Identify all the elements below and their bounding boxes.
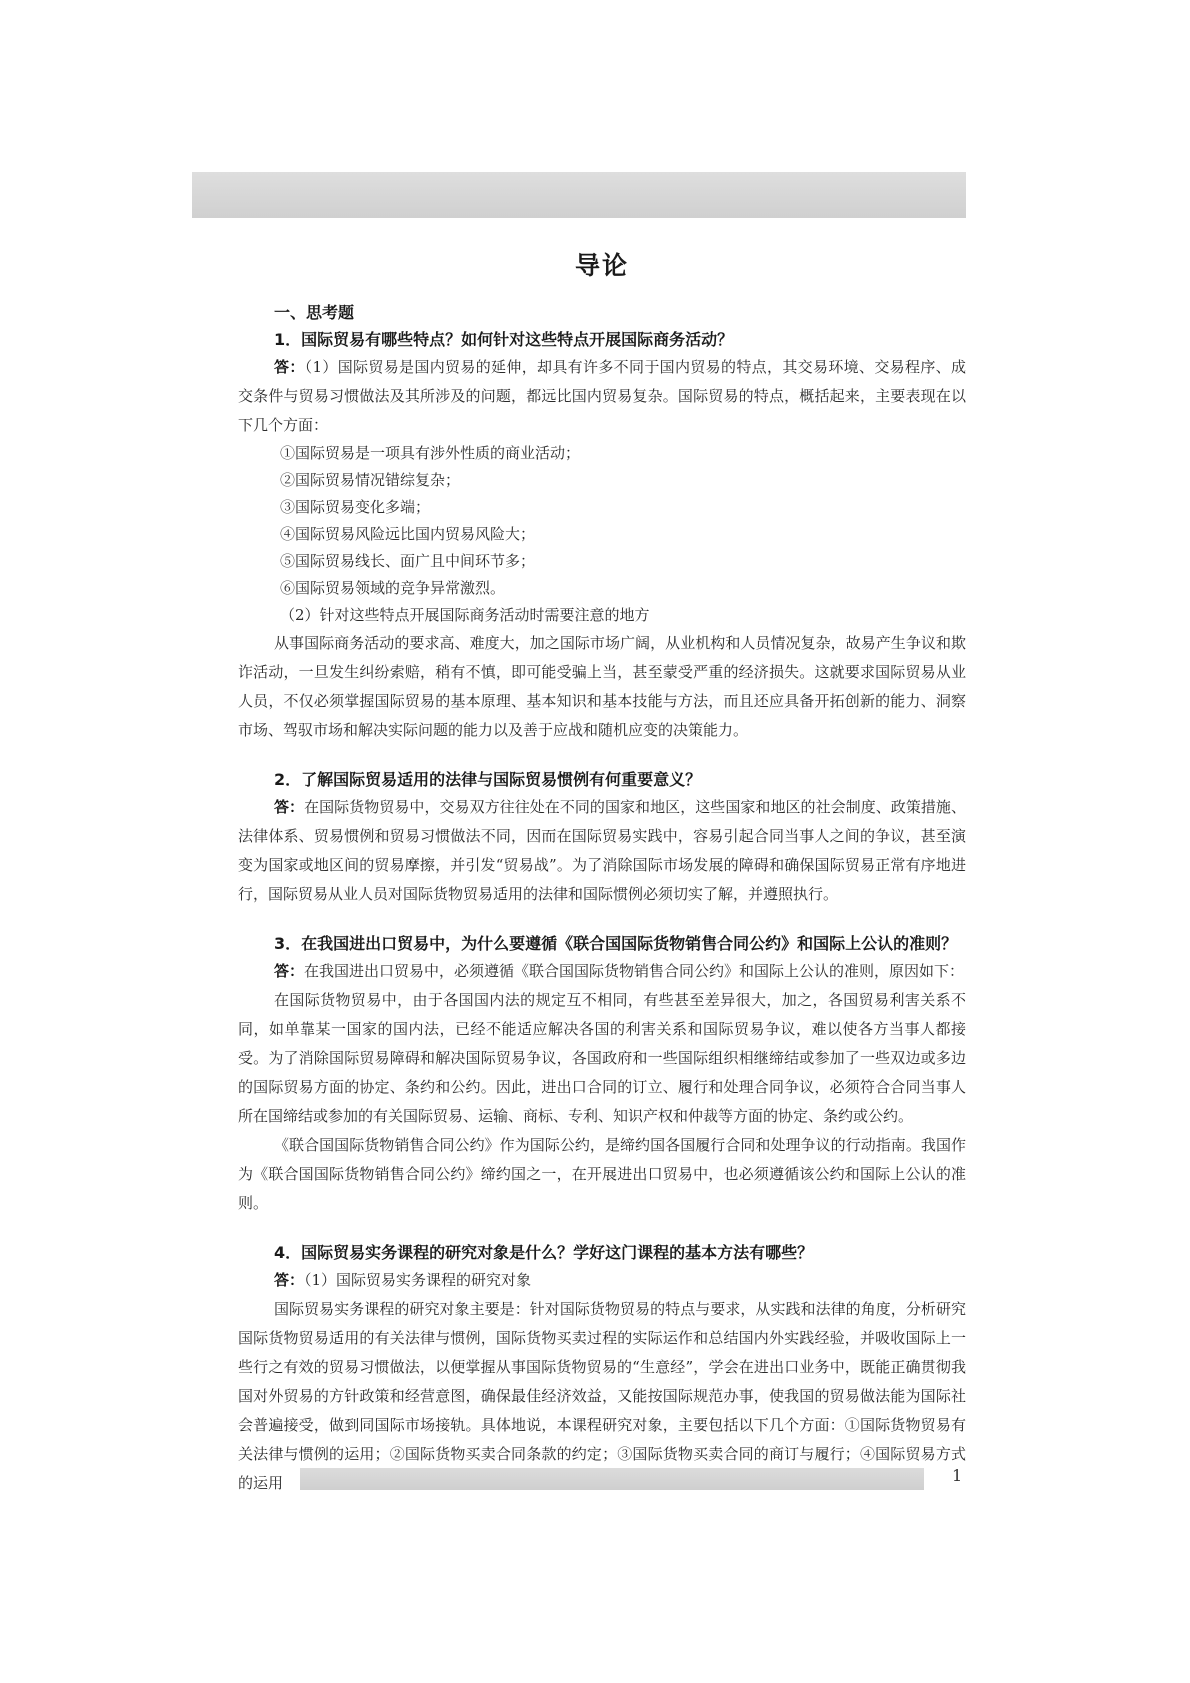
header-bar — [192, 172, 966, 218]
question-4: 4．国际贸易实务课程的研究对象是什么？学好这门课程的基本方法有哪些？ — [274, 1243, 814, 1262]
answer-2-text: 在国际货物贸易中，交易双方往往处在不同的国家和地区，这些国家和地区的社会制度、政策措施、法律体系、贸易惯例和贸易习惯做法不同，因而在国际贸易实践中，容易引起合同当事人之间的争议，甚至演变为国家或地区间的贸易摩擦，并引发“贸易战”。为了消除国际市场发展的障碍和确保国际贸易正常有序地进行，国际贸易从业人员对国际货物贸易适用的法律和国际惯例必须切实了解，并遵照执行。 — [238, 798, 966, 903]
answer-4-text: 国际贸易实务课程的研究对象主要是：针对国际货物贸易的特点与要求，从实践和法律的角度，分析研究国际货物贸易适用的有关法律与惯例，国际货物买卖过程的实际运作和总结国内外实践经验，并吸收国际上一些行之有效的贸易习惯做法，以便掌握从事国际货物贸易的“生意经”，学会在进出口业务中，既能正确贯彻我国对外贸易的方针政策和经营意图，确保最佳经济效益，又能按国际规范办事，使我国的贸易做法能为国际社会普遍接受，做到同国际市场接轨。具体地说，本课程研究对象，主要包括以下几个方面：①国际货物贸易有关法律与惯例的运用；②国际货物买卖合同条款的约定；③国际货物买卖合同的商订与履行；④国际贸易方式的运用 — [238, 1300, 966, 1492]
question-3: 3．在我国进出口贸易中，为什么要遵循《联合国国际货物销售合同公约》和国际上公认的准则？ — [274, 934, 958, 953]
answer-1-point: ⑥国际贸易领域的竞争异常激烈。 — [280, 579, 506, 597]
answer-label: 答： — [274, 1271, 305, 1289]
answer-3-intro-text: 在我国进出口贸易中，必须遵循《联合国国际货物销售合同公约》和国际上公认的准则，原因如下： — [304, 962, 965, 980]
answer-1-subheading: （2）针对这些特点开展国际商务活动时需要注意的地方 — [280, 606, 650, 624]
question-2: 2．了解国际贸易适用的法律与国际贸易惯例有何重要意义？ — [274, 770, 702, 789]
page-title: 导论 — [574, 251, 629, 280]
section-heading: 一、思考题 — [274, 303, 355, 322]
answer-1-intro-text: （1）国际贸易是国内贸易的延伸，却具有许多不同于国内贸易的特点，其交易环境、交易程序、成交条件与贸易习惯做法及其所涉及的问题，都远比国内贸易复杂。国际贸易的特点，概括起来，主要表现在以下几个方面： — [238, 358, 966, 434]
answer-1-point: ③国际贸易变化多端； — [280, 498, 431, 516]
answer-1-point: ⑤国际贸易线长、面广且中间环节多； — [280, 552, 536, 570]
page-number: 1 — [952, 1466, 963, 1485]
answer-label: 答： — [274, 358, 305, 376]
answer-4-subheading-text: （1）国际贸易实务课程的研究对象 — [304, 1271, 532, 1289]
answer-4-subheading — [238, 1266, 966, 1295]
answer-1-intro — [238, 353, 966, 440]
answer-1-point: ①国际贸易是一项具有涉外性质的商业活动； — [280, 444, 581, 462]
answer-3-paragraph: 《联合国国际货物销售合同公约》作为国际公约，是缔约国各国履行合同和处理争议的行动指南。我国作为《联合国国际货物销售合同公约》缔约国之一，在开展进出口贸易中，也必须遵循该公约和国际上公认的准则。 — [238, 1136, 966, 1212]
answer-3-paragraph: 在国际货物贸易中，由于各国国内法的规定互不相同，有些甚至差异很大，加之，各国贸易利害关系不同，如单靠某一国家的国内法，已经不能适应解决各国的利害关系和国际贸易争议，难以使各方当事人都接受。为了消除国际贸易障碍和解决国际贸易争议，各国政府和一些国际组织相继缔结或参加了一些双边或多边的国际贸易方面的协定、条约和公约。因此，进出口合同的订立、履行和处理合同争议，必须符合合同当事人所在国缔结或参加的有关国际贸易、运输、商标、专利、知识产权和仲裁等方面的协定、条约或公约。 — [238, 991, 966, 1125]
answer-3-intro — [238, 957, 966, 986]
question-1: 1．国际贸易有哪些特点？如何针对这些特点开展国际商务活动？ — [274, 330, 734, 349]
answer-label: 答： — [274, 798, 305, 816]
footer-bar — [300, 1468, 924, 1490]
answer-1-point: ④国际贸易风险远比国内贸易风险大； — [280, 525, 536, 543]
answer-2 — [238, 793, 966, 909]
document-body — [238, 246, 966, 1498]
answer-1-point: ②国际贸易情况错综复杂； — [280, 471, 461, 489]
answer-label: 答： — [274, 962, 305, 980]
answer-1-subtext: 从事国际商务活动的要求高、难度大，加之国际市场广阔，从业机构和人员情况复杂，故易产生争议和欺诈活动，一旦发生纠纷索赔，稍有不慎，即可能受骗上当，甚至蒙受严重的经济损失。这就要求国际贸易从业人员，不仅必须掌握国际贸易的基本原理、基本知识和基本技能与方法，而且还应具备开拓创新的能力、洞察市场、驾驭市场和解决实际问题的能力以及善于应战和随机应变的决策能力。 — [238, 634, 966, 739]
